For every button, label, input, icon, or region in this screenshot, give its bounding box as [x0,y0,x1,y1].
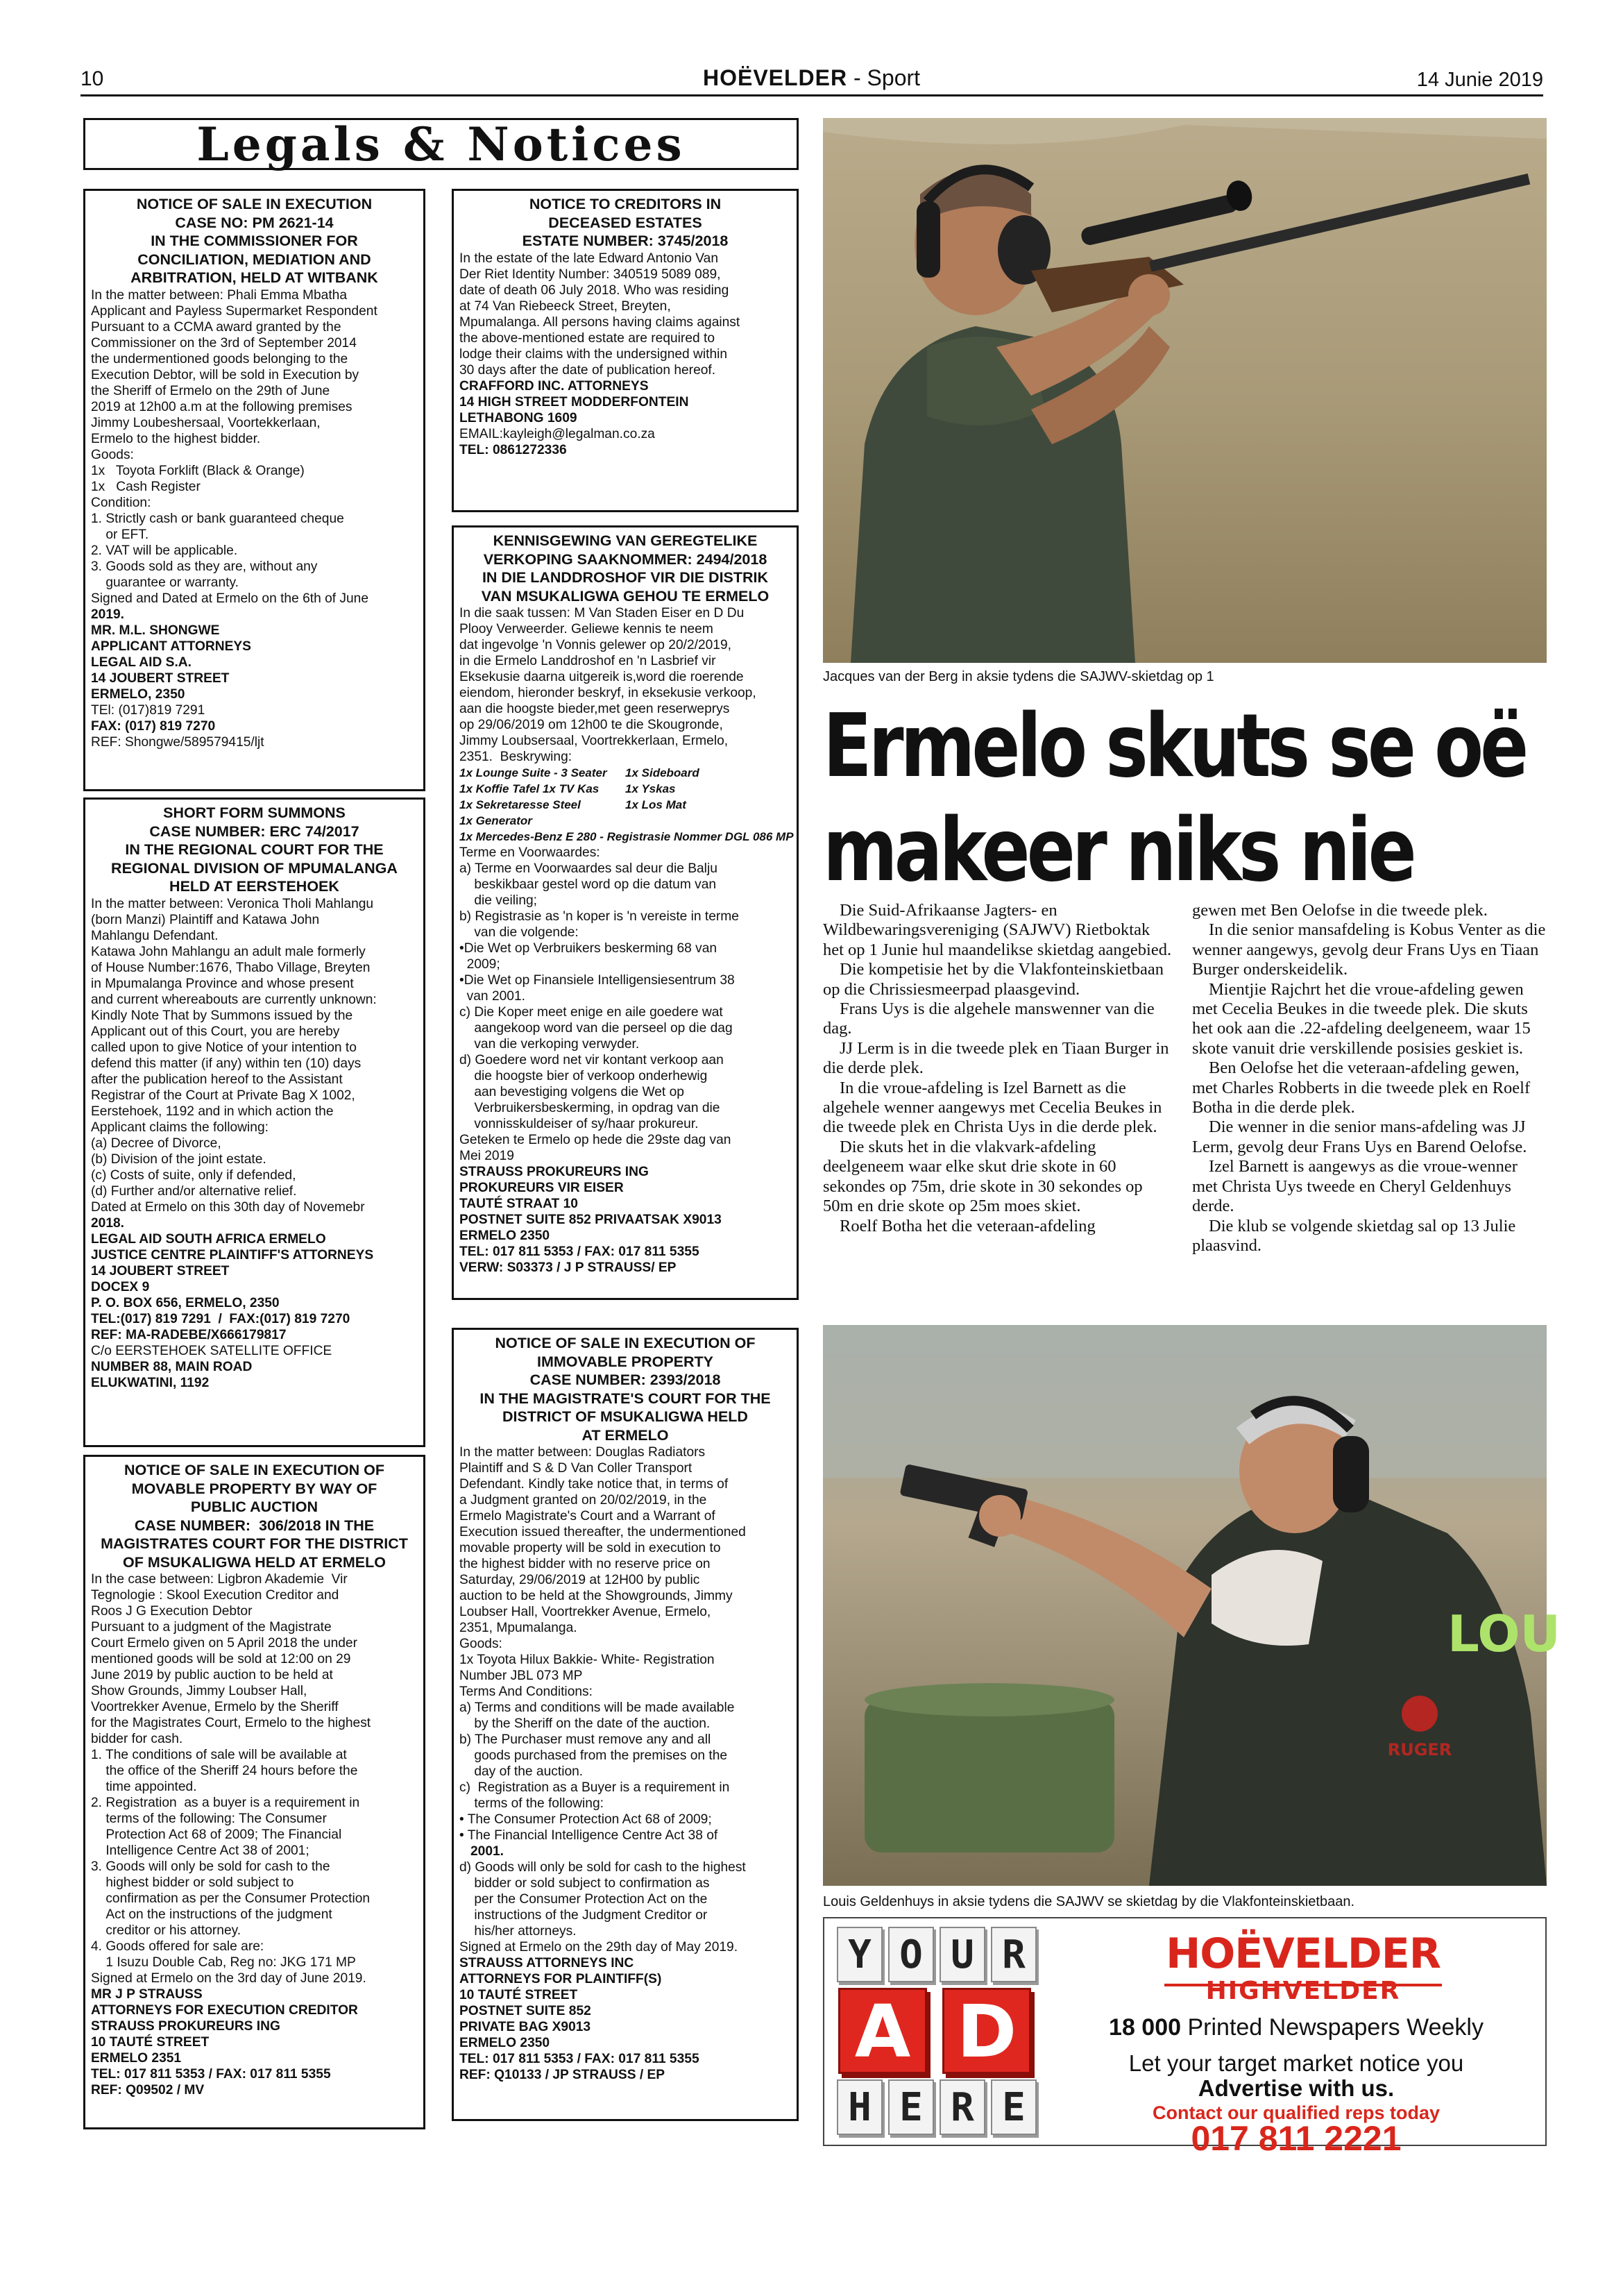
notice-line: 14 JOUBERT STREET [91,670,230,686]
notice-line: C/o EERSTEHOEK SATELLITE OFFICE [91,1343,332,1358]
notice-line: Voortrekker Avenue, Ermelo by the Sheriff [91,1700,339,1714]
article-paragraph: Izel Barnett is aangewys as die vroue-wenner met Christa Uys tweede en Cheryl Geldenhuys derde. [1192,1157,1518,1216]
notice-line: Registrar of the Court at Private Bag X 1002, [91,1088,355,1103]
notice-line: Applicant claims the following: [91,1120,269,1135]
notice-heading-line: CASE NO: PM 2621-14 [175,214,334,231]
notice-line: ERMELO 2351 [91,2051,182,2066]
notice-line: TEl: (017)819 7291 [91,702,205,718]
headline-line-2: makeer niks nie [823,799,1413,901]
notice-geregtelike-verkoping [452,525,799,1300]
notice-line: Katawa John Mahlangu an adult male formerly [91,944,366,959]
notice-line: TEL:(017) 819 7291 / FAX:(017) 819 7270 [91,1311,350,1326]
notice-line: DOCEX 9 [91,1279,150,1294]
item-cell: 1x Generator [459,814,532,827]
notice-line: by the Sheriff on the date of the auction. [459,1716,711,1731]
letter-tile: R [991,1927,1037,1982]
notice-line: In the matter between: Phali Emma Mbatha [91,287,348,303]
notice-line: TEL: 017 811 5353 / FAX: 017 811 5355 [459,1244,699,1259]
notice-line: 1x Cash Register [91,479,201,494]
notice-line: or EFT. [91,527,149,542]
notice-line: 2019. [91,607,125,622]
circulation-text: Printed Newspapers Weekly [1181,2014,1484,2041]
notice-line: Applicant and Payless Supermarket Respondent [91,303,377,319]
notice-line: Eksekusie daarna uitgereik is,word die roerende [459,670,744,684]
ad-line-target: Let your target market notice you [1128,2050,1464,2076]
notice-line: 1x Toyota Hilux Bakkie- White- Registration [459,1653,715,1667]
notice-line: ATTORNEYS FOR EXECUTION CREDITOR [91,2003,358,2018]
notice-line: Ermelo to the highest bidder. [91,431,261,446]
notice-line: Court Ermelo given on 5 April 2018 the under [91,1636,357,1651]
notice-line: 2019 at 12h00 a.m at the following premises [91,399,352,414]
letter-tile-red: D [942,1988,1031,2074]
photo2-caption: Louis Geldenhuys in aksie tydens die SAJWV se skietdag by die Vlakfonteinskietbaan. [823,1894,1354,1909]
notice-line: terms of the following: The Consumer [91,1812,327,1826]
notice-heading-line: MOVABLE PROPERTY BY WAY OF [131,1480,377,1497]
notice-line: REF: Shongwe/589579415/ljt [91,734,264,750]
notice-line: Tegnologie : Skool Execution Creditor and [91,1588,339,1603]
notice-line: TEL: 0861272336 [459,442,567,457]
notice-line: Jimmy Loubsersaal, Voortrekkerlaan, Ermelo, [459,734,729,748]
notice-line: time appointed. [91,1780,197,1794]
notice-line: Condition: [91,495,151,510]
notice-line: van 2001. [459,989,525,1004]
article-paragraph: Die Suid-Afrikaanse Jagters- en Wildbewaringsvereniging (SAJWV) Rietboktak het op 1 Junie hul maandelikse skietdag aangebied. [823,901,1172,959]
photo-pistol-shooter [823,1325,1561,1886]
notice-line: In the matter between: Douglas Radiators [459,1445,706,1460]
notice-creditors-deceased-estates [452,189,799,512]
notice-line: 2001. [459,1844,504,1859]
notice-line: for the Magistrates Court, Ermelo to the highest [91,1716,371,1730]
notice-line: In the estate of the late Edward Antonio Van [459,251,718,266]
notice-line: P. O. BOX 656, ERMELO, 2350 [91,1295,280,1310]
notice-line: dat ingevolge 'n Vonnis gelewer op 20/2/2019, [459,638,731,652]
notice-line: MR. M.L. SHONGWE [91,623,220,638]
notice-line: van die verkoping verwyder. [459,1037,640,1052]
notice-line: Execution Debtor, will be sold in Execution by [91,367,359,382]
circulation-figure: 18 000 [1109,2014,1182,2041]
notice-line: 2009; [459,957,500,972]
article-paragraph: gewen met Ben Oelofse in die tweede plek. [1192,901,1488,920]
notice-sale-immovable-property [452,1328,799,2121]
notice-line: 2351, Mpumalanga. [459,1621,577,1635]
notice-heading-line: VERKOPING SAAKNOMMER: 2494/2018 [483,550,767,568]
letter-tile: R [940,2079,985,2135]
notice-sale-execution-pm2621 [83,189,425,791]
notice-line: mentioned goods will be sold at 12:00 on 29 [91,1652,351,1666]
notice-heading-line: REGIONAL DIVISION OF MPUMALANGA [111,859,398,877]
notice-heading-line: CASE NUMBER: 306/2018 IN THE [134,1517,375,1534]
notice-line: 4. Goods offered for sale are: [91,1939,264,1954]
item-row [459,765,791,781]
notice-line: • The Financial Intelligence Centre Act 38 of [459,1828,718,1843]
notice-line: Pursuant to a CCMA award granted by the [91,319,341,335]
notice-line: after the publication hereof to the Assistant [91,1072,343,1087]
letter-tile: H [837,2079,883,2135]
notice-line: 1. Strictly cash or bank guaranteed cheque [91,511,344,526]
header-rule [80,94,1543,96]
notice-line: Saturday, 29/06/2019 at 12H00 by public [459,1573,700,1587]
article-headline [823,694,1526,902]
notice-line: 1. The conditions of sale will be available at [91,1748,347,1762]
notice-line: REF: Q10133 / JP STRAUSS / EP [459,2068,665,2082]
notice-line: In the matter between: Veronica Tholi Mahlangu [91,896,374,911]
vest-print-text: LOU [1447,1605,1561,1663]
item-cell: 1x Koffie Tafel 1x TV Kas [459,782,600,795]
notice-line: in Mpumalanga Province and whose present [91,976,354,991]
headline-line-1: Ermelo skuts se oë [823,695,1526,797]
notice-line: Loubser Hall, Voortrekker Avenue, Ermelo, [459,1605,711,1619]
notice-heading-line: CONCILIATION, MEDIATION AND [137,251,371,268]
notice-line: Plooy Verweerder. Geliewe kennis te neem [459,622,713,636]
notice-line: per the Consumer Protection Act on the [459,1892,708,1907]
notice-line: Geteken te Ermelo op hede die 29ste dag van [459,1133,731,1147]
notice-sale-movable-property [83,1455,425,2129]
article-column-1 [823,901,1173,1236]
article-paragraph: JJ Lerm is in die tweede plek en Tiaan Burger in die derde plek. [823,1038,1169,1078]
notice-line: EMAIL:kayleigh@legalman.co.za [459,426,655,441]
notice-line: (d) Further and/or alternative relief. [91,1183,297,1199]
notice-line: Terms And Conditions: [459,1685,593,1699]
notice-line: Dated at Ermelo on this 30th day of Novemebr [91,1199,365,1215]
notice-line: guarantee or warranty. [91,575,239,590]
notice-line: Execution issued thereafter, the undermentioned [459,1525,746,1539]
notice-line: and current whereabouts are currently unknown: [91,992,377,1007]
notice-line: c) Registration as a Buyer is a requirement in [459,1780,730,1795]
notice-line: LETHABONG 1609 [459,410,577,425]
notice-line: Ermelo Magistrate's Court and a Warrant of [459,1509,715,1523]
publication-name: HOËVELDER [702,65,848,90]
notice-line: Signed at Ermelo on the 3rd day of June 2019. [91,1971,366,1986]
notice-line: goods purchased from the premises on the [459,1748,728,1763]
notice-line: (b) Division of the joint estate. [91,1151,266,1167]
notice-line: op 29/06/2019 om 12h00 te die Skougronde, [459,718,723,732]
notice-line: Act on the instructions of the judgment [91,1907,332,1922]
item-row [459,781,791,797]
notice-line: (born Manzi) Plaintiff and Katawa John [91,912,320,927]
notice-line: STRAUSS PROKUREURS ING [91,2019,280,2034]
article-paragraph: Roelf Botha het die veteraan-afdeling [840,1216,1096,1235]
notice-line: b) The Purchaser must remove any and all [459,1732,711,1747]
notice-line: beskikbaar gestel word op die datum van [459,877,717,892]
notice-heading-line: HELD AT EERSTEHOEK [169,878,339,895]
notice-line: Plaintiff and S & D Van Coller Transport [459,1461,692,1476]
item-cell: 1x Yskas [625,782,676,795]
hoevelder-logo [1150,1928,1456,2006]
notice-line: day of the auction. [459,1764,584,1779]
notice-line: bidder or sold subject to confirmation as [459,1876,710,1891]
notice-heading-line: PUBLIC AUCTION [190,1499,318,1515]
notice-line: creditor or his attorney. [91,1923,241,1938]
notice-short-form-summons [83,797,425,1447]
notice-heading-line: IN THE REGIONAL COURT FOR THE [125,841,384,858]
article-paragraph: Frans Uys is die algehele manswenner van die dag. [823,999,1155,1038]
notice-line: eiendom, hieronder beskryf, in eksekusie verkoop, [459,686,756,700]
notice-line: Mpumalanga. All persons having claims against [459,314,740,330]
notice-line: d) Goedere word net vir kontant verkoop aan [459,1053,724,1067]
notice-heading-line: IN DIE LANDDROSHOF VIR DIE DISTRIK [482,569,769,586]
item-cell [625,813,791,829]
notice-heading-line: NOTICE TO CREDITORS IN [529,196,722,212]
item-cell: 1x Los Mat [625,798,686,811]
notice-line: at 74 Van Riebeeck Street, Breyten, [459,298,671,314]
notice-line: NUMBER 88, MAIN ROAD [91,1359,253,1374]
notice-line: • The Consumer Protection Act 68 of 2009; [459,1812,712,1827]
notice-line: TEL: 017 811 5353 / FAX: 017 811 5355 [459,2052,699,2066]
photo-rifle-shooter [823,118,1547,663]
notice-line: the Sheriff of Ermelo on the 29th of June [91,383,330,398]
notice-heading-line: NOTICE OF SALE IN EXECUTION OF [495,1335,756,1351]
notice-line: 14 JOUBERT STREET [91,1263,230,1278]
legals-banner: Legals & Notices [83,118,799,170]
notice-heading-line: VAN MSUKALIGWA GEHOU TE ERMELO [481,587,770,605]
notice-heading-line: IMMOVABLE PROPERTY [536,1353,714,1370]
notice-heading-line: CASE NUMBER: 2393/2018 [529,1371,721,1388]
article-paragraph: Die skuts het in die vlakvark-afdeling deelgeneem waar elke skut drie skote in 60 sekondes op 75m, drie skote in 30 sekondes op 50m en drie skote op 25m moes skiet. [823,1137,1143,1216]
notice-line: POSTNET SUITE 852 PRIVAATSAK X9013 [459,1213,722,1227]
item-row [459,797,791,813]
notice-line: In die saak tussen: M Van Staden Eiser en D Du [459,606,745,621]
article-paragraph: In die senior mansafdeling is Kobus Venter as die wenner aangewys, gevolg deur Frans Uys en Tiaan Burger onderskeidelik. [1192,920,1546,979]
notice-line: the undermentioned goods belonging to the [91,351,348,366]
notice-heading-line: SHORT FORM SUMMONS [163,804,346,821]
notice-line: Show Grounds, Jimmy Loubser Hall, [91,1684,307,1698]
notice-line: STRAUSS PROKUREURS ING [459,1165,649,1179]
notice-line: die hoogste bier of verkoop onderhewig [459,1069,708,1083]
notice-line: c) Die Koper meet enige en aile goedere wat [459,1005,723,1020]
notice-line: a Judgment granted on 20/02/2019, in the [459,1493,707,1508]
notice-line: (a) Decree of Divorce, [91,1136,221,1151]
notice-line: aangekoop word van die perseel op die dag [459,1021,733,1036]
notice-line: 30 days after the date of publication hereof. [459,362,716,378]
notice-line: die veiling; [459,893,537,908]
notice-line: called upon to give Notice of your intention to [91,1040,357,1055]
notice-line: Number JBL 073 MP [459,1669,583,1683]
notice-line: Mahlangu Defendant. [91,928,219,943]
notice-heading-line: KENNISGEWING VAN GEREGTELIKE [493,532,758,549]
notice-heading-line: MAGISTRATES COURT FOR THE DISTRICT [101,1535,408,1552]
notice-heading-line: CASE NUMBER: ERC 74/2017 [149,822,359,840]
notice-line: PRIVATE BAG X9013 [459,2020,591,2034]
notice-line: Intelligence Centre Act 38 of 2001; [91,1843,309,1858]
letter-tile: Y [837,1927,883,1982]
masthead [0,65,1623,91]
vest-brand-text: RUGER [1387,1740,1452,1759]
notice-line: Protection Act 68 of 2009; The Financial [91,1827,342,1842]
notice-line: a) Terms and conditions will be made available [459,1700,735,1715]
notice-line: ELUKWATINI, 1192 [91,1375,210,1390]
item-cell [625,829,791,845]
item-cell: 1x Mercedes-Benz E 280 - Registrasie Nommer DGL 086 MP [459,830,794,843]
notice-line: Pursuant to a judgment of the Magistrate [91,1620,332,1635]
notice-line: VERW: S03373 / J P STRAUSS/ EP [459,1260,677,1275]
notice-line: Der Riet Identity Number: 340519 5089 089, [459,267,721,282]
notice-line: b) Registrasie as 'n koper is 'n vereiste in terme [459,909,739,924]
notice-line: vonnisskuldeiser of sy/haar prokureur. [459,1117,699,1131]
notice-line: 10 TAUTÉ STREET [91,2035,210,2050]
notice-line: Eerstehoek, 1192 and in which action the [91,1104,334,1119]
item-cell: 1x Sideboard [625,766,699,779]
notice-line: auction to be held at the Showgrounds, Jimmy [459,1589,733,1603]
item-row [459,829,794,845]
notice-line: In the case between: Ligbron Akademie Vir [91,1572,348,1587]
notice-line: aan die hoogste bieder,met geen reserweprys [459,702,730,716]
notice-heading-line: DISTRICT OF MSUKALIGWA HELD [502,1408,748,1425]
notice-line: Mei 2019 [459,1149,514,1163]
notice-line: •Die Wet op Verbruikers beskerming 68 van [459,941,717,956]
notice-heading-line: OF MSUKALIGWA HELD AT ERMELO [122,1553,386,1571]
notice-line: Verbruikersbeskerming, in opdrag van die [459,1101,720,1115]
notice-line: lodge their claims with the undersigned within [459,346,728,362]
item-cell: 1x Lounge Suite - 3 Seater [459,766,607,779]
notice-line: bidder for cash. [91,1732,183,1746]
notice-line: •Die Wet op Finansiele Intelligensiesentrum 38 [459,973,735,988]
notice-line: Defendant. Kindly take notice that, in terms of [459,1477,729,1492]
notice-line: STRAUSS ATTORNEYS INC [459,1956,634,1970]
notice-line: the highest bidder with no reserve price on [459,1557,711,1571]
item-cell: 1x Sekretaresse Steel [459,798,581,811]
notice-line: ERMELO 2350 [459,1229,550,1243]
notice-line: June 2019 by public auction to be held at [91,1668,333,1682]
notice-line: ERMELO, 2350 [91,686,185,702]
article-paragraph: Die kompetisie het by die Vlakfonteinskietbaan op die Chrissiesmeerpad plaasgevind. [823,960,1164,999]
notice-line: Goods: [91,447,134,462]
photo1-caption: Jacques van der Berg in aksie tydens die SAJWV-skietdag op 1 [823,669,1214,684]
notice-line: Signed and Dated at Ermelo on the 6th of June [91,591,369,606]
notice-line: LEGAL AID S.A. [91,655,192,670]
notice-line: CRAFFORD INC. ATTORNEYS [459,378,649,394]
notice-line: movable property will be sold in execution to [459,1541,721,1555]
ad-line-advertise: Advertise with us. [1198,2075,1395,2101]
notice-line: the office of the Sheriff 24 hours before the [91,1764,358,1778]
notice-line: 1x Toyota Forklift (Black & Orange) [91,463,305,478]
logo-top-text: HOËVELDER [1166,1930,1441,1978]
article-paragraph: Ben Oelofse het die veteraan-afdeling gewen, met Charles Robberts in die tweede plek en Roelf Botha in die derde plek. [1192,1058,1531,1117]
notice-line: (c) Costs of suite, only if defended, [91,1167,296,1183]
notice-line: Signed at Ermelo on the 29th day of May 2019. [459,1940,738,1955]
notice-line: 10 TAUTÉ STREET [459,1988,578,2002]
article-paragraph: In die vroue-afdeling is Izel Barnett as die algehele wenner aangewys met Cecelia Beukes in die tweede plek en Christa Uys in die derde plek. [823,1078,1162,1137]
notice-heading-line: NOTICE OF SALE IN EXECUTION OF [124,1462,385,1478]
article-paragraph: Die klub se volgende skietdag sal op 13 Julie plaasvind. [1192,1216,1516,1255]
notice-line: FAX: (017) 819 7270 [91,718,216,734]
notice-line: ERMELO 2350 [459,2036,550,2050]
notice-line: REF: Q09502 / MV [91,2083,205,2097]
notice-line: Applicant out of this Court, you are hereby [91,1024,340,1039]
notice-line: his/her attorneys. [459,1924,577,1939]
logo-bottom-text: HIGHVELDER [1205,1977,1401,2005]
item-row [459,813,791,829]
notice-line: TEL: 017 811 5353 / FAX: 017 811 5355 [91,2067,331,2082]
notice-line: APPLICANT ATTORNEYS [91,639,251,654]
notice-line: Terme en Voorwaardes: [459,845,600,860]
notice-line: Roos J G Execution Debtor [91,1604,253,1619]
notice-line: 2. Registration as a buyer is a requirement in [91,1796,360,1810]
rifle-shooter-illustration [823,118,1547,663]
page-number: 10 [80,67,104,90]
notice-line: 2018. [91,1215,125,1231]
notice-line: POSTNET SUITE 852 [459,2004,591,2018]
notice-line: date of death 06 July 2018. Who was residing [459,282,729,298]
notice-line: highest bidder or sold subject to [91,1875,294,1890]
notice-line: instructions of the Judgment Creditor or [459,1908,708,1923]
article-paragraph: Mientjie Rajchrt het die vroue-afdeling gewen met Cecelia Beukes in die tweede plek. Die skuts het ook aan die .22-afdeling deelgeneem, waar 15 skote vanuit drie verskillende posisies geskiet is. [1192,979,1531,1058]
notice-line: confirmation as per the Consumer Protection [91,1891,371,1906]
notice-line: 3. Goods sold as they are, without any [91,559,318,574]
notice-line: 14 HIGH STREET MODDERFONTEIN [459,394,689,410]
advertisement-your-ad-here [823,1917,1547,2158]
notice-heading-line: NOTICE OF SALE IN EXECUTION [136,196,373,212]
notice-line: 2351. Beskrywing: [459,750,572,764]
letter-tile: E [991,2079,1037,2135]
notice-line: Kindly Note That by Summons issued by the [91,1008,353,1023]
ad-phone-number: 017 811 2221 [1191,2119,1402,2158]
letter-tile: E [888,2079,934,2135]
notice-line: 3. Goods will only be sold for cash to the [91,1859,330,1874]
issue-date: 14 Junie 2019 [1416,69,1543,91]
notice-line: JUSTICE CENTRE PLAINTIFF'S ATTORNEYS [91,1247,374,1263]
notice-line: LEGAL AID SOUTH AFRICA ERMELO [91,1231,326,1247]
notice-line: ATTORNEYS FOR PLAINTIFF(S) [459,1972,662,1986]
notice-line: terms of the following: [459,1796,604,1811]
notice-line: Commissioner on the 3rd of September 2014 [91,335,357,351]
notice-line: in die Ermelo Landdroshof en 'n Lasbrief vir [459,654,716,668]
notice-heading-line: ESTATE NUMBER: 3745/2018 [522,233,729,249]
letter-tile-red: A [838,1988,927,2074]
notice-heading-line: ARBITRATION, HELD AT WITBANK [130,269,378,286]
letter-tile: O [888,1927,934,1982]
notice-heading-line: IN THE MAGISTRATE'S COURT FOR THE [479,1390,771,1407]
article-paragraph: Die wenner in die senior mans-afdeling was JJ Lerm, gevolg deur Frans Uys en Barend Oelofse. [1192,1117,1527,1156]
notice-line: defend this matter (if any) within ten (10) days [91,1056,362,1071]
notice-line: MR J P STRAUSS [91,1987,203,2002]
ad-line-contact: Contact our qualified reps today [1152,2102,1441,2123]
notice-line: van die volgende: [459,925,579,940]
notice-line: d) Goods will only be sold for cash to the highest [459,1860,746,1875]
notice-line: 1 Isuzu Double Cab, Reg no: JKG 171 MP [91,1955,356,1970]
notice-line: Goods: [459,1637,502,1651]
notice-line: of House Number:1676, Thabo Village, Breyten [91,960,371,975]
section-name: - Sport [847,65,921,90]
letter-tile: U [940,1927,985,1982]
notice-heading-line: IN THE COMMISSIONER FOR [151,233,358,249]
notice-heading-line: DECEASED ESTATES [548,214,702,231]
ad-line-circulation [1053,2014,1539,2041]
notice-line: a) Terme en Voorwaardes sal deur die Balju [459,861,717,876]
notice-line: PROKUREURS VIR EISER [459,1181,624,1195]
pistol-shooter-illustration [823,1325,1561,1886]
notice-line: aan bevestiging volgens die Wet op [459,1085,684,1099]
notice-heading-line: AT ERMELO [581,1426,669,1444]
notice-line: the above-mentioned estate are required to [459,330,715,346]
article-column-2 [1192,901,1546,1256]
notice-line: Jimmy Loubeshersaal, Voortekkerlaan, [91,415,321,430]
notice-line: REF: MA-RADEBE/X666179817 [91,1327,287,1342]
notice-line: 2. VAT will be applicable. [91,543,238,558]
notice-line: TAUTÉ STRAAT 10 [459,1197,578,1211]
